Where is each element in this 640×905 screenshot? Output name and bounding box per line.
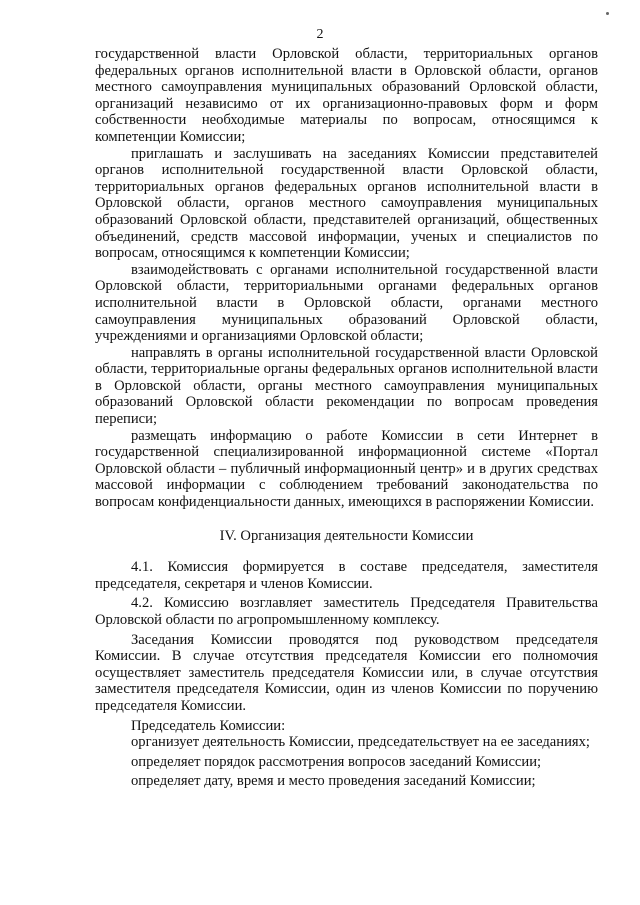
paragraph-continuation: государственной власти Орловской области, территориальных органов федеральных органов исполнительной власти в Орловской области, органов местного самоуправления муниципальных образований Орловской области, организаций независимо от их организационно-правовых форм и форм собственности необходимые материалы по вопросам, относящимся к компетенции Комиссии; (95, 46, 598, 145)
document-body (95, 46, 598, 790)
paragraph-chair-organizes: организует деятельность Комиссии, председательствует на ее заседаниях; (131, 734, 590, 751)
paragraph-publish-info: размещать информацию о работе Комиссии в сети Интернет в государственной специализированной информационной системе «Портал Орловской области – публичный информационный центр» и в других средствах массовой информации с соблюдением требований законодательства по вопросам конфиденциальности данных, имеющихся в распоряжении Комиссии. (95, 427, 598, 511)
paragraph-4-1: 4.1. Комиссия формируется в составе председателя, заместителя председателя, секретаря и членов Комиссии. (95, 559, 598, 592)
paragraph-chair-heading: Председатель Комиссии: (131, 717, 286, 734)
paragraph-chair-date: определяет дату, время и место проведения заседаний Комиссии; (131, 773, 536, 790)
paragraph-4-2: 4.2. Комиссию возглавляет заместитель Председателя Правительства Орловской области по агропромышленному комплексу. (95, 595, 598, 628)
paragraph-chair-order: определяет порядок рассмотрения вопросов заседаний Комиссии; (131, 753, 542, 770)
paragraph-interact: взаимодействовать с органами исполнительной государственной власти Орловской области, территориальными органами федеральных органов исполнительной власти в Орловской области, органами местного самоуправления муниципальных образований Орловской области, учреждениями и организациями Орловской области; (95, 261, 598, 345)
paragraph-send-recommendations: направлять в органы исполнительной государственной власти Орловской области, территориальные органы федеральных органов исполнительной власти в Орловской области, органы местного самоуправления муниципальных образований Орловской области рекомендации по вопросам проведения переписи; (95, 344, 598, 428)
paragraph-meetings: Заседания Комиссии проводятся под руководством председателя Комиссии. В случае отсутствия председателя Комиссии его полномочия осуществляет заместитель председателя Комиссии или, в случае отсутствия заместителя председателя Комиссии, один из членов Комиссии по поручению председателя Комиссии. (95, 631, 598, 714)
paragraph-invite: приглашать и заслушивать на заседаниях Комиссии представителей органов исполнительной государственной власти Орловской области, территориальных органов федеральных органов исполнительной власти в Орловской области, органов местного самоуправления муниципальных образований Орловской области, представителей организаций, общественных объединений, средств массовой информации, ученых и специалистов по вопросам, относящимся к компетенции Комиссии; (95, 145, 598, 262)
scan-dot (606, 12, 609, 15)
page-number: 2 (316, 27, 324, 42)
section-heading: IV. Организация деятельности Комиссии (219, 527, 474, 544)
